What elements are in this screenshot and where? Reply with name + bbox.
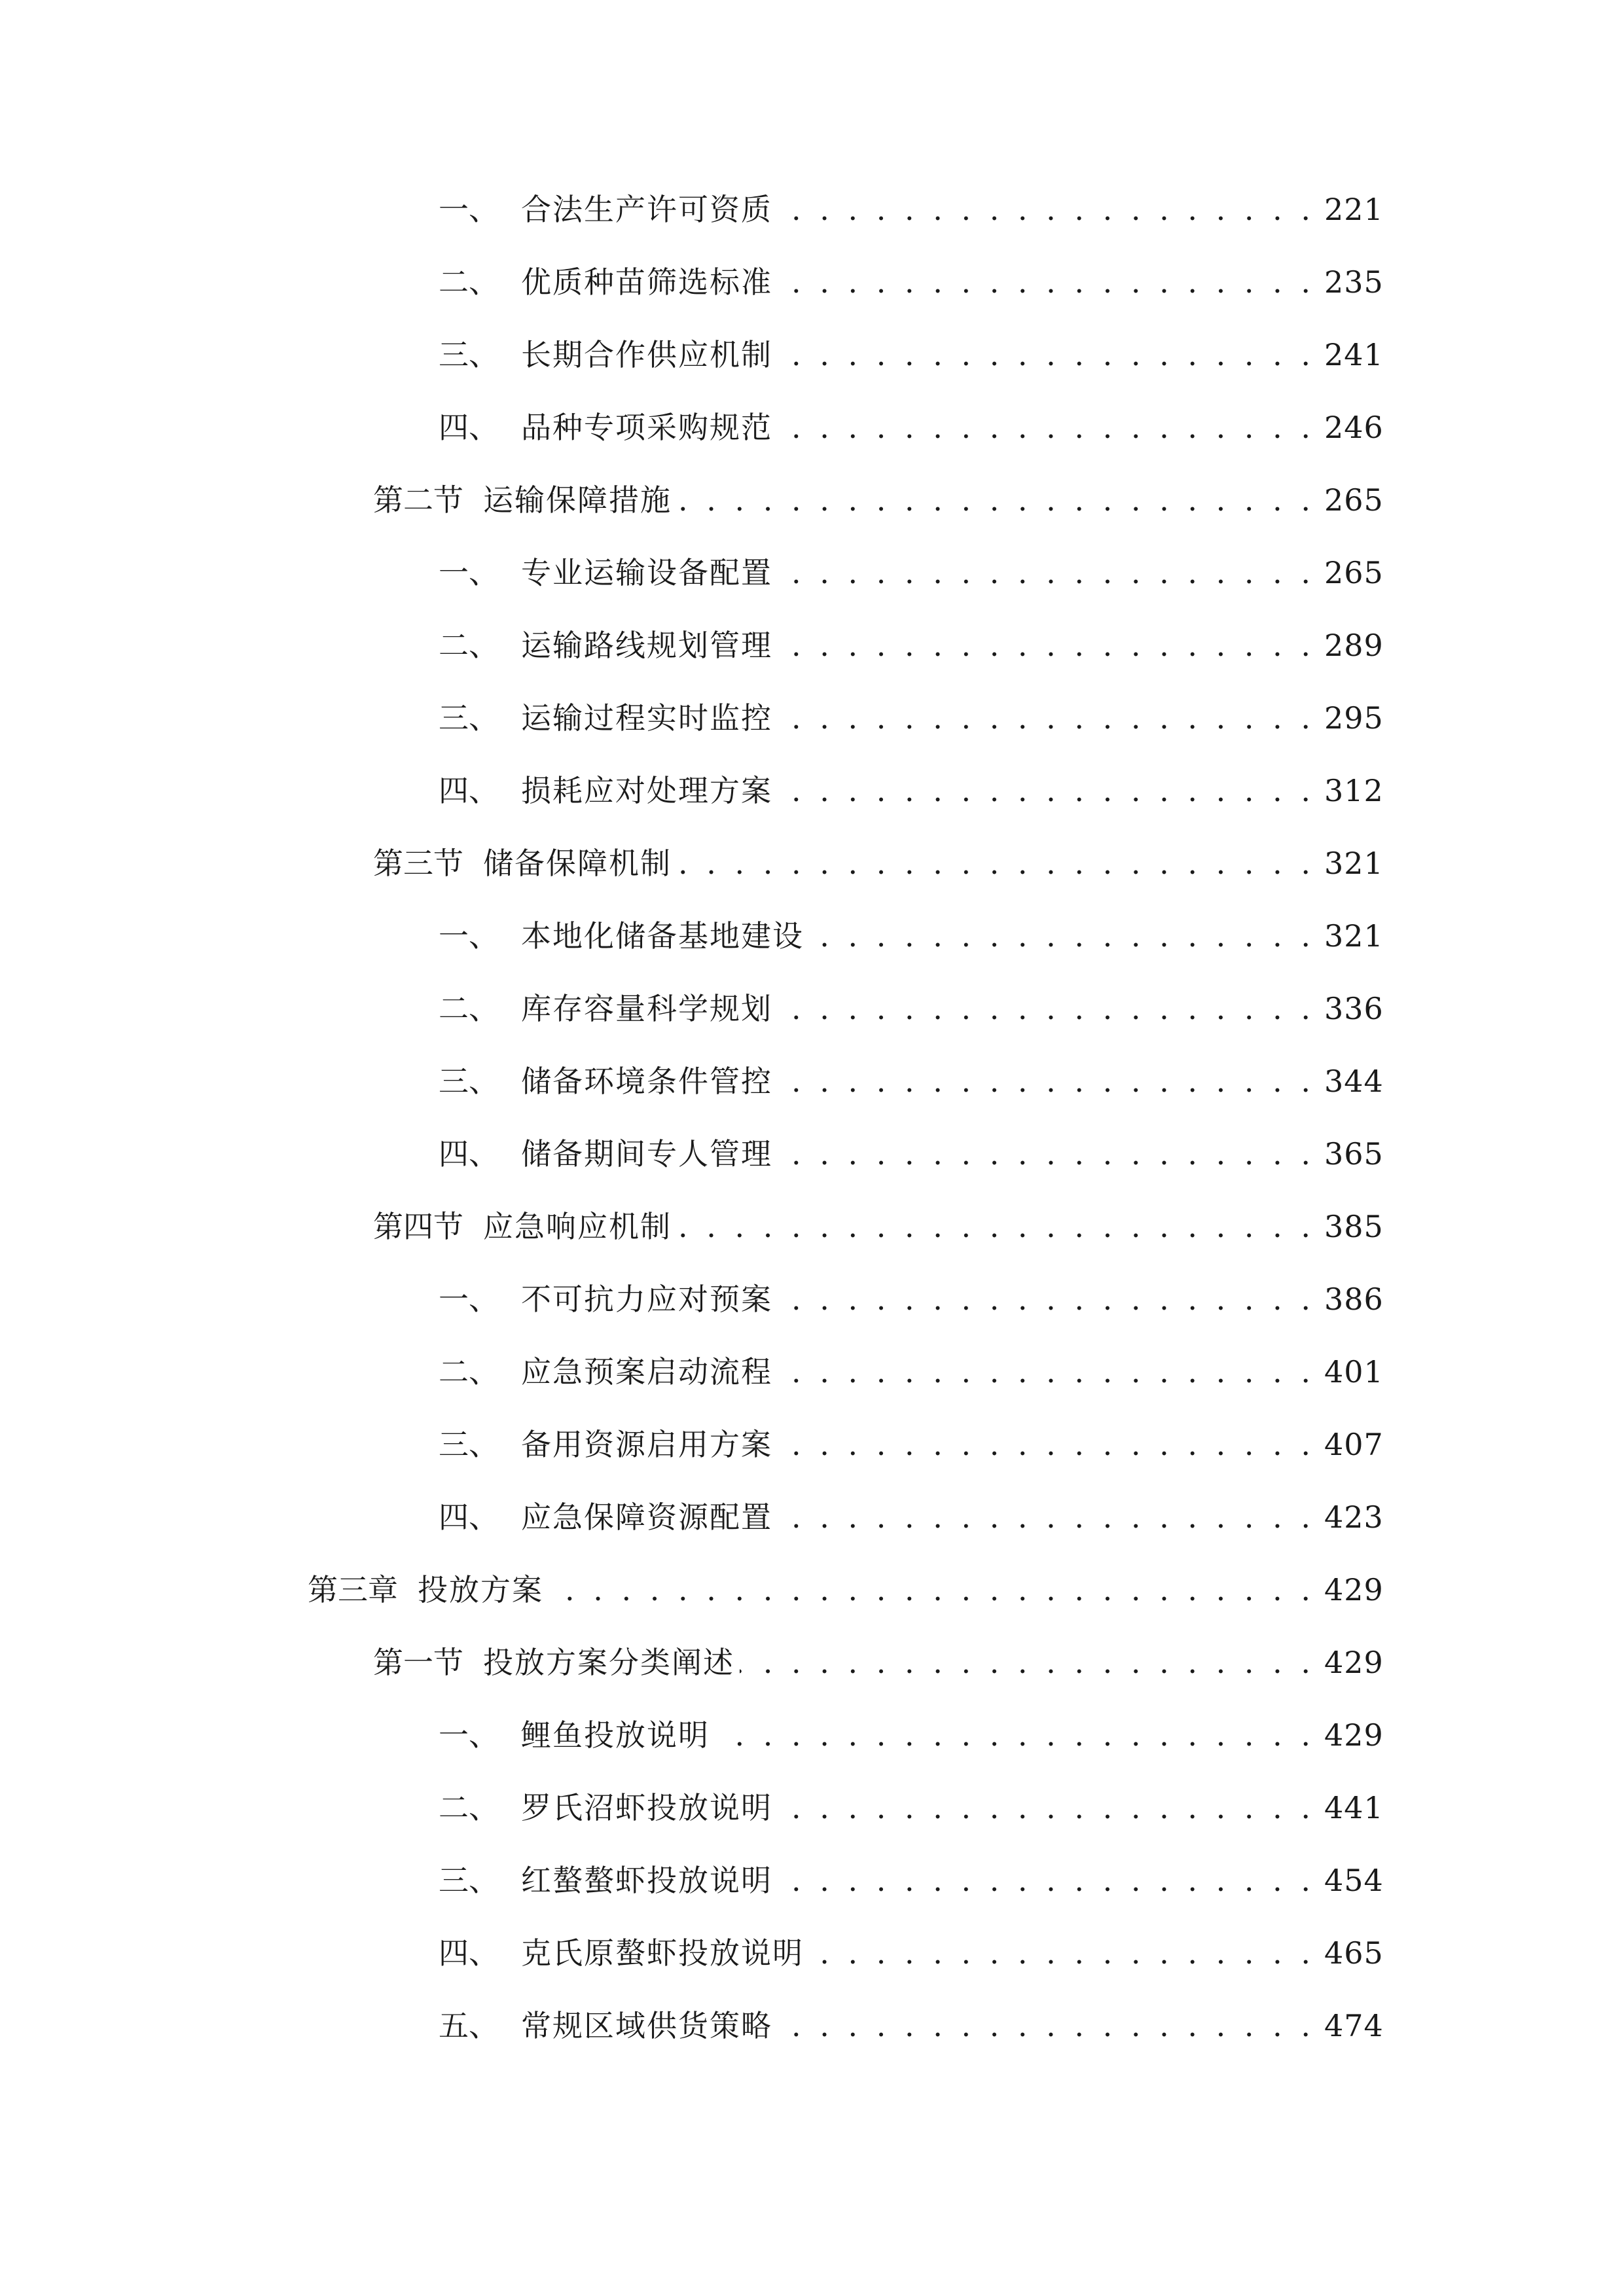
dot-leader: [778, 1055, 1315, 1107]
toc-entry-number: 三、: [439, 337, 499, 372]
toc-entry[interactable]: [439, 329, 1384, 381]
toc-entry-title: 鲤鱼投放说明: [521, 1717, 710, 1753]
toc-entry-page: 321: [1324, 846, 1384, 881]
toc-entry-number: 二、: [439, 1354, 499, 1390]
toc-entry-number: 三、: [439, 1863, 499, 1898]
toc-entry-title: 优质种苗筛选标准: [521, 264, 772, 300]
dot-leader: [549, 1564, 1315, 1616]
dot-leader: [778, 1854, 1315, 1907]
toc-entry-number: 四、: [439, 773, 499, 808]
toc-entry-title: 投放方案分类阐述: [483, 1645, 734, 1680]
toc-entry-page: 401: [1324, 1354, 1384, 1390]
toc-entry-title: 储备期间专人管理: [521, 1136, 772, 1172]
toc-entry-number: 第三节: [373, 846, 463, 881]
toc-entry-page: 465: [1324, 1935, 1384, 1971]
toc-entry-number: 一、: [439, 1717, 499, 1753]
dot-leader: [809, 1927, 1315, 1979]
toc-entry-number: 一、: [439, 1282, 499, 1317]
dot-leader: [778, 764, 1315, 817]
toc-entry-title: 库存容量科学规划: [521, 991, 772, 1026]
toc-entry-page: 246: [1324, 410, 1384, 445]
dot-leader: [778, 1491, 1315, 1543]
toc-entry[interactable]: [439, 1346, 1384, 1398]
toc-entry[interactable]: [439, 1927, 1384, 1979]
toc-entry-number: 三、: [439, 1064, 499, 1099]
toc-entry-page: 241: [1324, 337, 1384, 372]
toc-entry-page: 441: [1324, 1790, 1384, 1825]
toc-entry-page: 344: [1324, 1064, 1384, 1099]
toc-entry-title: 投放方案: [418, 1572, 543, 1607]
toc-entry[interactable]: [439, 256, 1384, 308]
toc-section-entry[interactable]: [373, 474, 1384, 526]
toc-entry-title: 克氏原螯虾投放说明: [521, 1935, 804, 1971]
toc-entry-page: 289: [1324, 628, 1384, 663]
dot-leader: [778, 1273, 1315, 1325]
toc-entry-number: 一、: [439, 192, 499, 227]
toc-entry-number: 一、: [439, 555, 499, 590]
toc-entry-page: 321: [1324, 918, 1384, 954]
toc-entry-title: 合法生产许可资质: [521, 192, 772, 227]
toc-entry-number: 二、: [439, 1790, 499, 1825]
toc-entry-number: 三、: [439, 700, 499, 736]
toc-section-entry[interactable]: [373, 1200, 1384, 1253]
toc-entry-page: 454: [1324, 1863, 1384, 1898]
dot-leader: [778, 692, 1315, 744]
toc-entry-number: 五、: [439, 2008, 499, 2043]
toc-entry-number: 第一节: [373, 1645, 463, 1680]
toc-entry[interactable]: [439, 1128, 1384, 1180]
dot-leader: [778, 1782, 1315, 1834]
toc-entry-title: 储备保障机制: [483, 846, 672, 881]
toc-entry-page: 312: [1324, 773, 1384, 808]
toc-entry-number: 二、: [439, 991, 499, 1026]
toc-entry[interactable]: [439, 692, 1384, 744]
toc-entry[interactable]: [439, 183, 1384, 236]
toc-entry-title: 储备环境条件管控: [521, 1064, 772, 1099]
toc-entry-number: 四、: [439, 1499, 499, 1535]
toc-entry[interactable]: [439, 619, 1384, 672]
toc-entry-number: 三、: [439, 1427, 499, 1462]
toc-chapter-entry[interactable]: [308, 1564, 1384, 1616]
toc-entry[interactable]: [439, 1782, 1384, 1834]
dot-leader: [778, 1128, 1315, 1180]
toc-entry-number: 第二节: [373, 482, 463, 518]
toc-entry-page: 221: [1324, 192, 1384, 227]
toc-entry-title: 损耗应对处理方案: [521, 773, 772, 808]
dot-leader: [677, 474, 1315, 526]
toc-entry-title: 应急预案启动流程: [521, 1354, 772, 1390]
toc-entry-title: 品种专项采购规范: [521, 410, 772, 445]
toc-entry[interactable]: [439, 1418, 1384, 1471]
toc-entry-number: 四、: [439, 1136, 499, 1172]
dot-leader: [715, 1709, 1315, 1761]
toc-entry-number: 第三章: [308, 1572, 398, 1607]
toc-entry-page: 386: [1324, 1282, 1384, 1317]
toc-entry-page: 235: [1324, 264, 1384, 300]
dot-leader: [778, 329, 1315, 381]
dot-leader: [778, 183, 1315, 236]
toc-entry-title: 本地化储备基地建设: [521, 918, 804, 954]
toc-entry[interactable]: [439, 764, 1384, 817]
toc-entry[interactable]: [439, 1055, 1384, 1107]
toc-entry-title: 应急响应机制: [483, 1209, 672, 1244]
dot-leader: [778, 256, 1315, 308]
toc-entry-page: 265: [1324, 555, 1384, 590]
toc-entry-page: 429: [1324, 1717, 1384, 1753]
dot-leader: [740, 1636, 1315, 1689]
toc-entry-page: 423: [1324, 1499, 1384, 1535]
toc-entry-title: 应急保障资源配置: [521, 1499, 772, 1535]
toc-entry-title: 常规区域供货策略: [521, 2008, 772, 2043]
toc-entry[interactable]: [439, 1491, 1384, 1543]
toc-entry[interactable]: [439, 1709, 1384, 1761]
toc-entry-page: 385: [1324, 1209, 1384, 1244]
toc-entry-number: 一、: [439, 918, 499, 954]
toc-entry-number: 第四节: [373, 1209, 463, 1244]
toc-section-entry[interactable]: [373, 837, 1384, 889]
toc-entry-page: 429: [1324, 1645, 1384, 1680]
dot-leader: [677, 1200, 1315, 1253]
toc-entry-number: 四、: [439, 410, 499, 445]
toc-entry-number: 四、: [439, 1935, 499, 1971]
dot-leader: [809, 910, 1315, 962]
dot-leader: [778, 982, 1315, 1035]
toc-entry[interactable]: [439, 401, 1384, 454]
toc-entry-title: 专业运输设备配置: [521, 555, 772, 590]
toc-entry-title: 长期合作供应机制: [521, 337, 772, 372]
toc-entry[interactable]: [439, 1273, 1384, 1325]
dot-leader: [778, 1346, 1315, 1398]
toc-entry[interactable]: [439, 910, 1384, 962]
dot-leader: [778, 1418, 1315, 1471]
toc-entry-page: 295: [1324, 700, 1384, 736]
toc-entry-title: 运输过程实时监控: [521, 700, 772, 736]
toc-entry-page: 365: [1324, 1136, 1384, 1172]
toc-entry[interactable]: [439, 982, 1384, 1035]
toc-entry[interactable]: [439, 2000, 1384, 2052]
toc-entry-title: 罗氏沼虾投放说明: [521, 1790, 772, 1825]
toc-entry-page: 265: [1324, 482, 1384, 518]
toc-entry-page: 336: [1324, 991, 1384, 1026]
toc-entry-number: 二、: [439, 264, 499, 300]
toc-entry-title: 备用资源启用方案: [521, 1427, 772, 1462]
toc-entry[interactable]: [439, 1854, 1384, 1907]
toc-entry-page: 429: [1324, 1572, 1384, 1607]
dot-leader: [778, 547, 1315, 599]
dot-leader: [778, 619, 1315, 672]
dot-leader: [677, 837, 1315, 889]
toc-entry-title: 红螯螯虾投放说明: [521, 1863, 772, 1898]
toc-entry-title: 运输路线规划管理: [521, 628, 772, 663]
toc-entry-page: 474: [1324, 2008, 1384, 2043]
dot-leader: [778, 401, 1315, 454]
dot-leader: [778, 2000, 1315, 2052]
toc-entry-number: 二、: [439, 628, 499, 663]
toc-section-entry[interactable]: [373, 1636, 1384, 1689]
toc-entry-title: 不可抗力应对预案: [521, 1282, 772, 1317]
toc-entry-title: 运输保障措施: [483, 482, 672, 518]
toc-entry[interactable]: [439, 547, 1384, 599]
toc-entry-page: 407: [1324, 1427, 1384, 1462]
